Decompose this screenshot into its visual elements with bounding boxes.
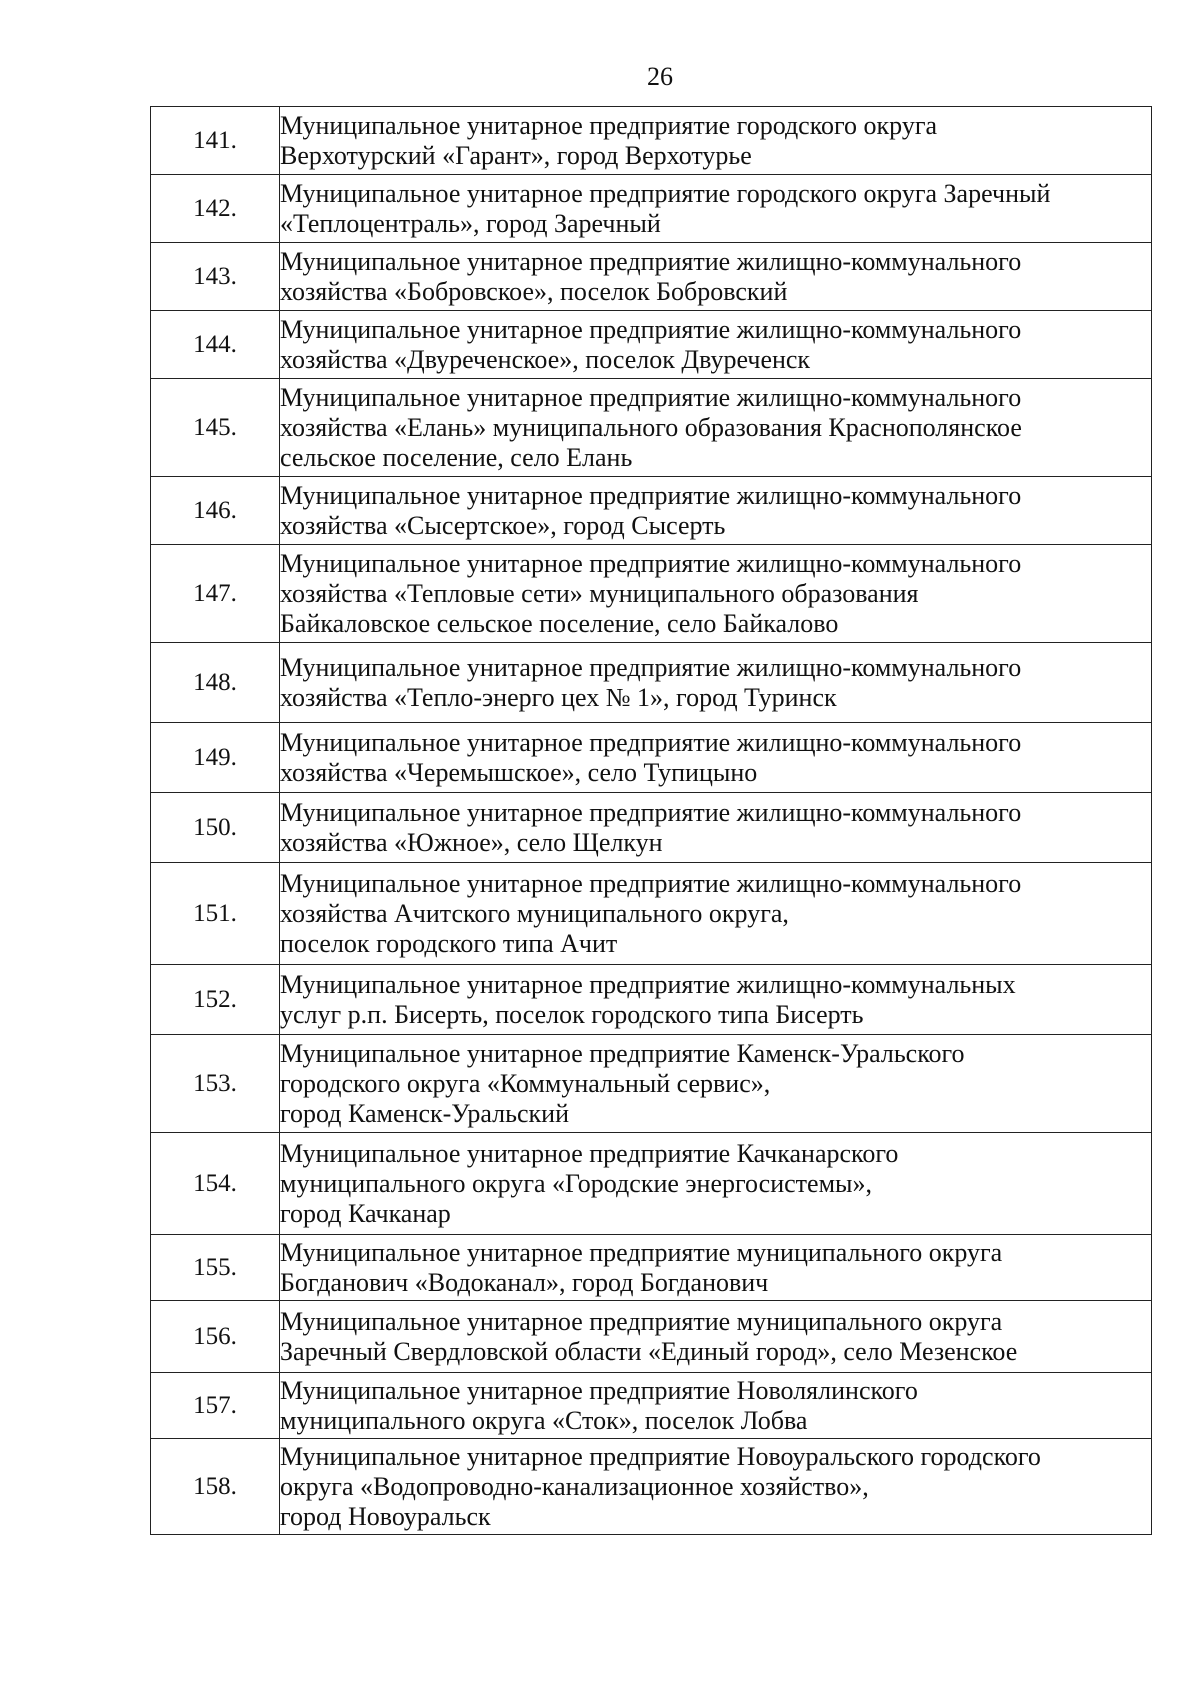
enterprise-description bbox=[280, 107, 1152, 175]
row-number: 156. bbox=[151, 1301, 280, 1373]
description-line: хозяйства «Сысертское», город Сысерть bbox=[280, 510, 726, 540]
row-number: 144. bbox=[151, 311, 280, 379]
enterprise-description bbox=[280, 965, 1152, 1035]
description-line: Богданович «Водоканал», город Богданович bbox=[280, 1267, 769, 1297]
description-line: хозяйства «Бобровское», поселок Бобровский bbox=[280, 276, 788, 306]
table-row bbox=[151, 1035, 1152, 1133]
table-row bbox=[151, 723, 1152, 793]
description-line: услуг р.п. Бисерть, поселок городского типа Бисерть bbox=[280, 999, 864, 1029]
enterprise-description bbox=[280, 545, 1152, 643]
description-line: Муниципальное унитарное предприятие жилищно-коммунального bbox=[280, 480, 1022, 510]
table-row bbox=[151, 1301, 1152, 1373]
description-line: Муниципальное унитарное предприятие муниципального округа bbox=[280, 1237, 1003, 1267]
row-number: 153. bbox=[151, 1035, 280, 1133]
enterprise-description bbox=[280, 1301, 1152, 1373]
row-number: 155. bbox=[151, 1235, 280, 1301]
description-line: Муниципальное унитарное предприятие жилищно-коммунального bbox=[280, 868, 1022, 898]
description-line: Верхотурский «Гарант», город Верхотурье bbox=[280, 140, 752, 170]
table-row bbox=[151, 477, 1152, 545]
description-line: округа «Водопроводно-канализационное хозяйство», bbox=[280, 1471, 869, 1501]
description-line: город Каменск-Уральский bbox=[280, 1098, 569, 1128]
table-row bbox=[151, 107, 1152, 175]
enterprise-table bbox=[150, 106, 1152, 1535]
description-line: муниципального округа «Городские энергосистемы», bbox=[280, 1168, 872, 1198]
row-number: 151. bbox=[151, 863, 280, 965]
description-line: Муниципальное унитарное предприятие жилищно-коммунального bbox=[280, 382, 1022, 412]
row-number: 150. bbox=[151, 793, 280, 863]
description-line: поселок городского типа Ачит bbox=[280, 928, 618, 958]
enterprise-description bbox=[280, 1035, 1152, 1133]
description-line: Муниципальное унитарное предприятие Каменск-Уральского bbox=[280, 1038, 965, 1068]
table-row bbox=[151, 1439, 1152, 1535]
table-row bbox=[151, 1235, 1152, 1301]
table-row bbox=[151, 643, 1152, 723]
table-row bbox=[151, 863, 1152, 965]
enterprise-description bbox=[280, 1439, 1152, 1535]
description-line: хозяйства «Двуреченское», поселок Двуреченск bbox=[280, 344, 811, 374]
enterprise-description bbox=[280, 863, 1152, 965]
description-line: город Новоуральск bbox=[280, 1501, 491, 1531]
row-number: 152. bbox=[151, 965, 280, 1035]
description-line: «Теплоцентраль», город Заречный bbox=[280, 208, 661, 238]
row-number: 157. bbox=[151, 1373, 280, 1439]
description-line: хозяйства «Тепловые сети» муниципального образования bbox=[280, 578, 919, 608]
description-line: хозяйства «Елань» муниципального образования Краснополянское bbox=[280, 412, 1022, 442]
description-line: Муниципальное унитарное предприятие жилищно-коммунального bbox=[280, 246, 1022, 276]
enterprise-description bbox=[280, 1235, 1152, 1301]
enterprise-description bbox=[280, 723, 1152, 793]
table-row bbox=[151, 379, 1152, 477]
enterprise-description bbox=[280, 243, 1152, 311]
table-row bbox=[151, 311, 1152, 379]
description-line: Муниципальное унитарное предприятие Новоуральского городского bbox=[280, 1441, 1041, 1471]
description-line: муниципального округа «Сток», поселок Лобва bbox=[280, 1405, 808, 1435]
table-row bbox=[151, 1373, 1152, 1439]
description-line: Заречный Свердловской области «Единый город», село Мезенское bbox=[280, 1336, 1018, 1366]
table-row bbox=[151, 1133, 1152, 1235]
row-number: 158. bbox=[151, 1439, 280, 1535]
description-line: городского округа «Коммунальный сервис», bbox=[280, 1068, 771, 1098]
description-line: хозяйства «Черемышское», село Тупицыно bbox=[280, 757, 758, 787]
enterprise-table-body bbox=[151, 107, 1152, 1535]
description-line: Муниципальное унитарное предприятие жилищно-коммунального bbox=[280, 314, 1022, 344]
table-row bbox=[151, 545, 1152, 643]
description-line: Муниципальное унитарное предприятие муниципального округа bbox=[280, 1306, 1003, 1336]
row-number: 148. bbox=[151, 643, 280, 723]
row-number: 154. bbox=[151, 1133, 280, 1235]
description-line: хозяйства «Южное», село Щелкун bbox=[280, 827, 663, 857]
description-line: Муниципальное унитарное предприятие жилищно-коммунального bbox=[280, 797, 1022, 827]
enterprise-description bbox=[280, 379, 1152, 477]
row-number: 142. bbox=[151, 175, 280, 243]
table-row bbox=[151, 175, 1152, 243]
description-line: Муниципальное унитарное предприятие жилищно-коммунального bbox=[280, 652, 1022, 682]
enterprise-description bbox=[280, 1373, 1152, 1439]
description-line: Муниципальное унитарное предприятие городского округа bbox=[280, 110, 938, 140]
description-line: Муниципальное унитарное предприятие Новолялинского bbox=[280, 1375, 918, 1405]
description-line: хозяйства «Тепло-энерго цех № 1», город Туринск bbox=[280, 682, 837, 712]
enterprise-description bbox=[280, 793, 1152, 863]
table-row bbox=[151, 243, 1152, 311]
description-line: хозяйства Ачитского муниципального округа, bbox=[280, 898, 789, 928]
description-line: сельское поселение, село Елань bbox=[280, 442, 633, 472]
enterprise-description bbox=[280, 477, 1152, 545]
row-number: 141. bbox=[151, 107, 280, 175]
row-number: 143. bbox=[151, 243, 280, 311]
enterprise-description bbox=[280, 643, 1152, 723]
enterprise-description bbox=[280, 175, 1152, 243]
description-line: Муниципальное унитарное предприятие Качканарского bbox=[280, 1138, 899, 1168]
description-line: Муниципальное унитарное предприятие городского округа Заречный bbox=[280, 178, 1051, 208]
enterprise-description bbox=[280, 1133, 1152, 1235]
description-line: Байкаловское сельское поселение, село Байкалово bbox=[280, 608, 839, 638]
row-number: 146. bbox=[151, 477, 280, 545]
description-line: Муниципальное унитарное предприятие жилищно-коммунальных bbox=[280, 969, 1016, 999]
row-number: 145. bbox=[151, 379, 280, 477]
description-line: город Качканар bbox=[280, 1198, 451, 1228]
row-number: 149. bbox=[151, 723, 280, 793]
description-line: Муниципальное унитарное предприятие жилищно-коммунального bbox=[280, 548, 1022, 578]
enterprise-description bbox=[280, 311, 1152, 379]
description-line: Муниципальное унитарное предприятие жилищно-коммунального bbox=[280, 727, 1022, 757]
row-number: 147. bbox=[151, 545, 280, 643]
table-row bbox=[151, 793, 1152, 863]
table-row bbox=[151, 965, 1152, 1035]
page-number: 26 bbox=[647, 62, 673, 91]
